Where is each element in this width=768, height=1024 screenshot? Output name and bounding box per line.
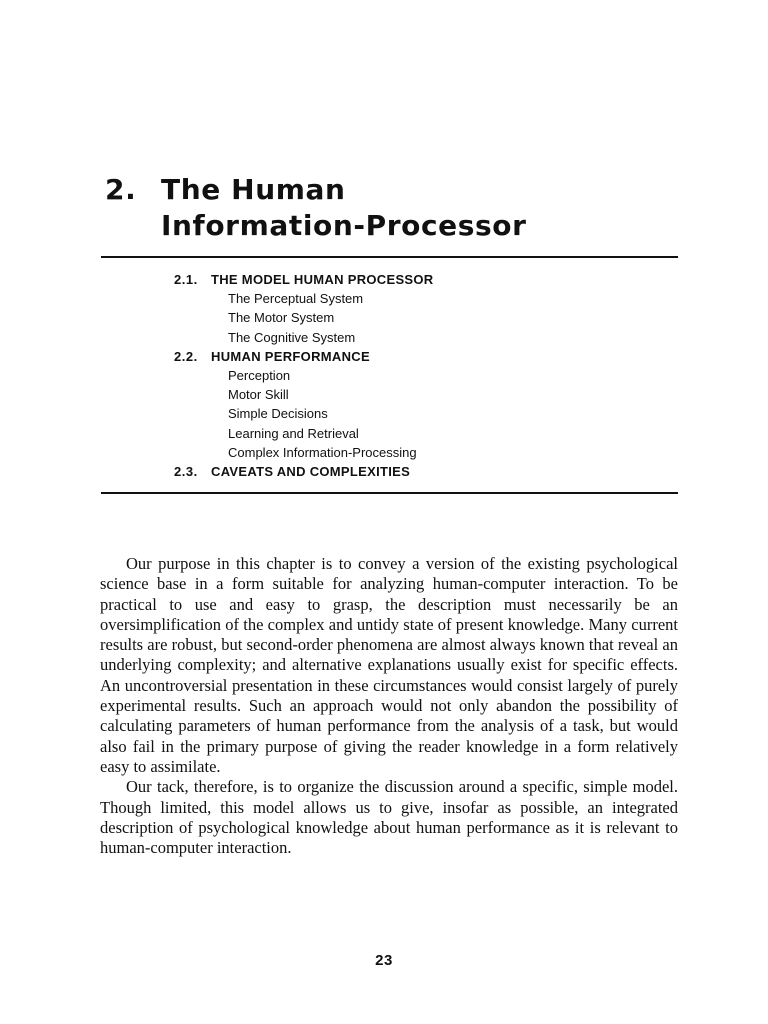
toc-subsection: Perception <box>228 368 291 384</box>
toc-section <box>174 462 434 481</box>
toc-subsection: Learning and Retrieval <box>228 425 359 441</box>
chapter-title-line2: Information-Processor <box>161 209 527 242</box>
page-number: 23 <box>375 952 393 969</box>
chapter-title-line1: The Human <box>161 173 346 206</box>
body-paragraph: Our tack, therefore, is to organize the discussion around a specific, simple model. Though limited, this model allows us to give, insofar as possible, an integrated description of psychological knowledge about human performance as it is relevant to human-computer interaction. <box>100 777 678 858</box>
toc-subsection: The Perceptual System <box>228 291 364 307</box>
toc-section <box>174 270 434 289</box>
toc-section-title: THE MODEL HUMAN PROCESSOR <box>211 272 434 287</box>
chapter-number: 2. <box>105 173 137 206</box>
toc-section <box>174 347 434 366</box>
body-paragraph: Our purpose in this chapter is to convey a version of the existing psychological science base in a form suitable for analyzing human-computer interaction. To be practical to use and easy to grasp, the description must necessarily be an oversimplification of the complex and untidy state of present knowledge. Many current results are robust, but second-order phenomena are almost always known that reveal an underlying complexity; and alternative explanations usually exist for specific effects. An uncontroversial presentation in these circumstances would consist largely of purely experimental results. Such an approach would not only abandon the possibility of calculating parameters of human performance from the analysis of a task, but would also fail in the primary purpose of giving the reader knowledge in a form relatively easy to assimilate. <box>100 554 678 776</box>
chapter-title <box>105 172 527 244</box>
toc-bottom-rule <box>101 492 678 494</box>
toc-section-title: HUMAN PERFORMANCE <box>211 348 370 364</box>
toc-top-rule <box>101 256 678 258</box>
toc-section-title: CAVEATS AND COMPLEXITIES <box>211 464 411 480</box>
toc-section-number: 2.2. <box>174 348 198 364</box>
toc-subsection: Complex Information-Processing <box>228 444 417 460</box>
toc-subsection: Simple Decisions <box>228 406 328 422</box>
toc-subsection: Motor Skill <box>228 387 289 403</box>
toc-subsection: The Motor System <box>228 310 335 326</box>
toc-subsection: The Cognitive System <box>228 329 356 345</box>
chapter-contents <box>174 270 434 481</box>
toc-section-number: 2.1. <box>174 272 198 287</box>
toc-section-number: 2.3. <box>174 464 198 480</box>
chapter-body <box>100 554 678 858</box>
